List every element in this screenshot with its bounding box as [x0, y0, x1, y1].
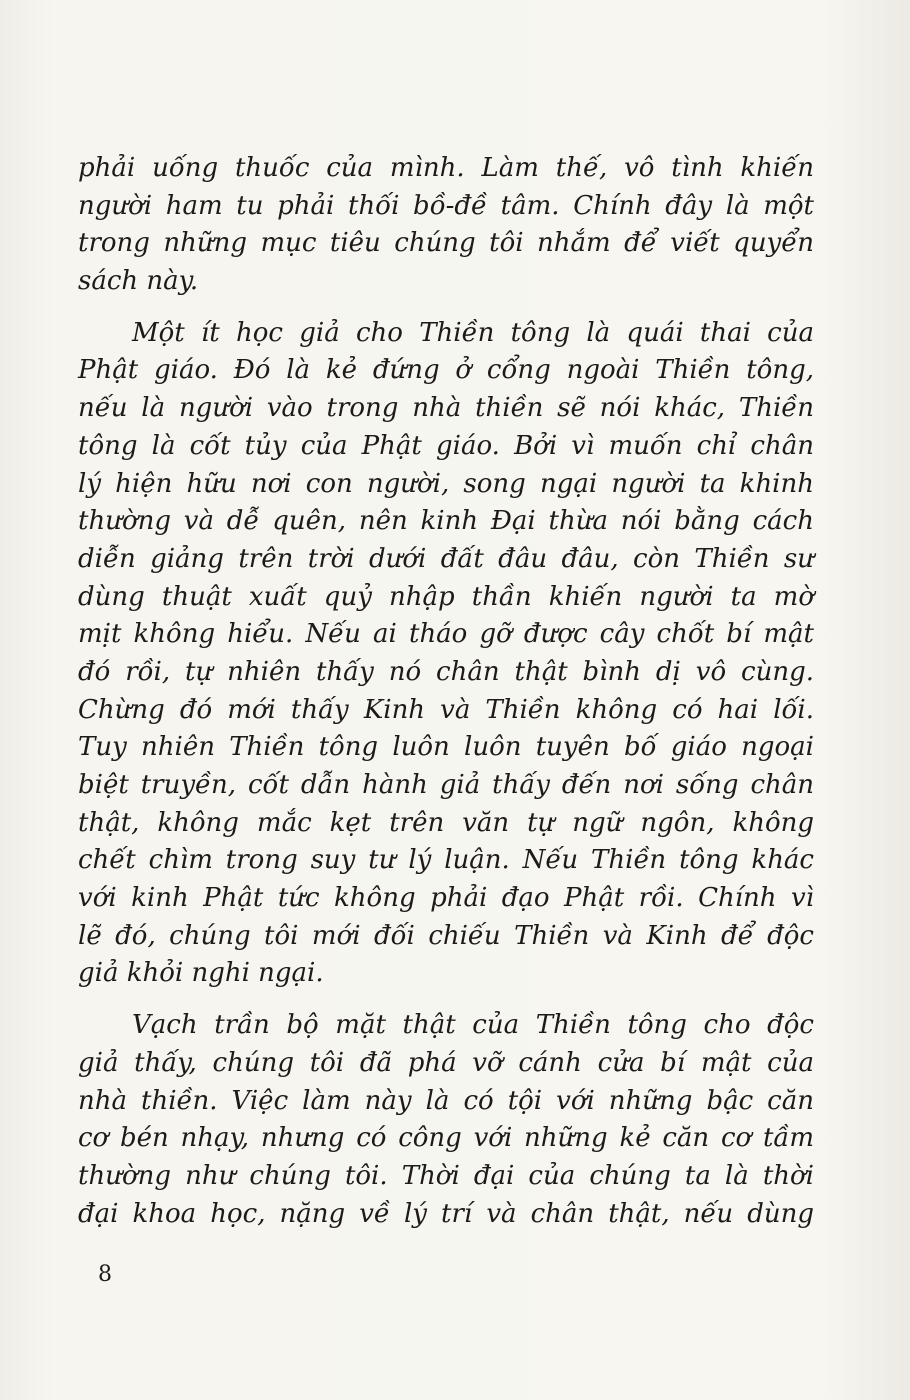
text-line: giả thấy, chúng tôi đã phá vỡ cánh cửa bí mật của: [78, 1047, 814, 1078]
text-line: đó rồi, tự nhiên thấy nó chân thật bình dị vô cùng.: [78, 656, 814, 687]
text-line: thường như chúng tôi. Thời đại của chúng ta là thời: [78, 1160, 814, 1191]
text-line: người ham tu phải thối bồ-đề tâm. Chính đây là một: [78, 190, 814, 221]
text-line: nhà thiền. Việc làm này là có tội với những bậc căn: [78, 1085, 814, 1116]
text-line: thật, không mắc kẹt trên văn tự ngữ ngôn, không: [78, 807, 814, 838]
text-line: phải uống thuốc của mình. Làm thế, vô tình khiến: [78, 153, 814, 183]
text-line: lẽ đó, chúng tôi mới đối chiếu Thiền và Kinh để độc: [78, 920, 814, 951]
text-line: tông là cốt tủy của Phật giáo. Bởi vì muốn chỉ chân: [78, 430, 814, 461]
paragraph-1: [78, 150, 814, 301]
text-line: Chừng đó mới thấy Kinh và Thiền không có hai lối.: [78, 694, 814, 725]
text-line: đại khoa học, nặng về lý trí và chân thật, nếu dùng: [78, 1198, 814, 1229]
text-line: thường và dễ quên, nên kinh Đại thừa nói bằng cách: [78, 506, 814, 537]
text-line: Một ít học giả cho Thiền tông là quái thai của: [132, 317, 814, 348]
text-line: Vạch trần bộ mặt thật của Thiền tông cho độc: [132, 1010, 814, 1041]
text-line: Phật giáo. Đó là kẻ đứng ở cổng ngoài Thiền tông,: [78, 355, 814, 386]
text-line: dùng thuật xuất quỷ nhập thần khiến người ta mờ: [78, 581, 814, 612]
text-line: diễn giảng trên trời dưới đất đâu đâu, còn Thiền sư: [78, 543, 814, 574]
text-line: Tuy nhiên Thiền tông luôn luôn tuyên bố giáo ngoại: [78, 732, 814, 763]
paragraph-2: [78, 315, 814, 993]
text-line: chết chìm trong suy tư lý luận. Nếu Thiền tông khác: [78, 845, 814, 876]
body-text: [78, 150, 814, 1233]
text-line: lý hiện hữu nơi con người, song ngại người ta khinh: [78, 468, 814, 499]
text-line: sách này.: [78, 266, 199, 297]
text-line: giả khỏi nghi ngại.: [78, 958, 324, 989]
text-line: trong những mục tiêu chúng tôi nhắm để viết quyển: [78, 228, 814, 259]
text-line: nếu là người vào trong nhà thiền sẽ nói khác, Thiền: [78, 393, 814, 424]
text-line: cơ bén nhạy, nhưng có công với những kẻ căn cơ tầm: [78, 1123, 814, 1154]
text-line: mịt không hiểu. Nếu ai tháo gỡ được cây chốt bí mật: [78, 619, 814, 650]
paragraph-3: [78, 1007, 814, 1233]
text-line: với kinh Phật tức không phải đạo Phật rồi. Chính vì: [78, 883, 814, 914]
page-number: 8: [98, 1262, 112, 1287]
text-line: biệt truyền, cốt dẫn hành giả thấy đến nơi sống chân: [78, 770, 814, 800]
